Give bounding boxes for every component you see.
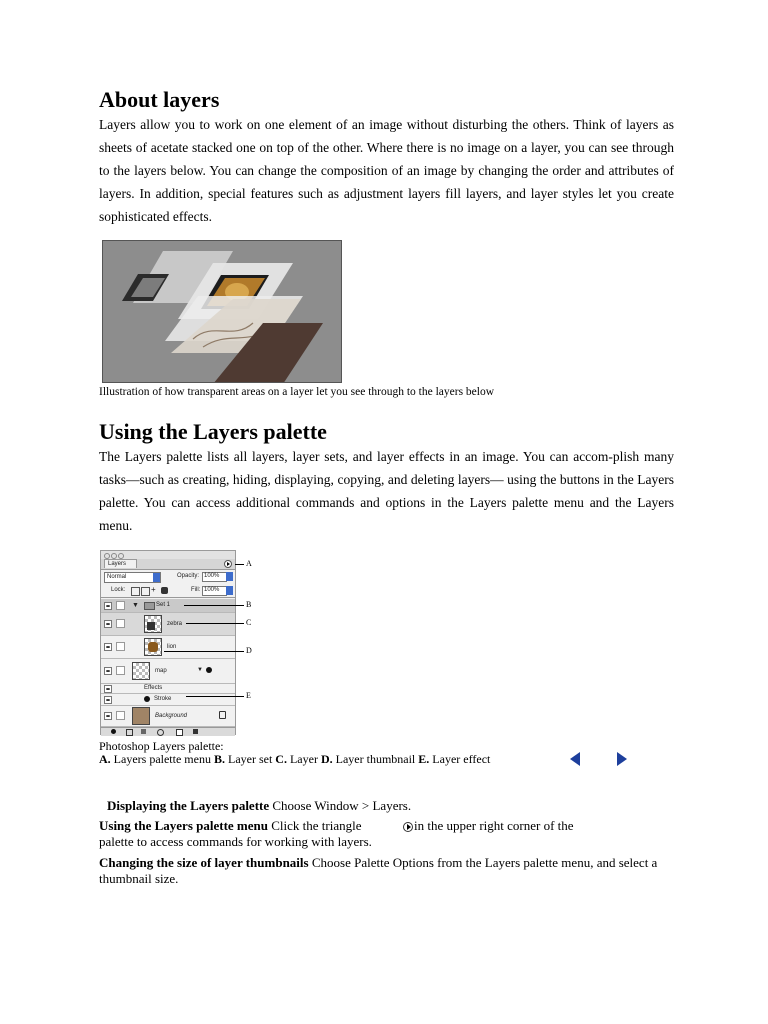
lock-image-icon[interactable] — [141, 587, 150, 596]
link-cell[interactable] — [116, 642, 125, 651]
palette-menu-icon[interactable] — [224, 560, 232, 568]
add-style-icon[interactable] — [111, 729, 116, 734]
tip-displaying-text: Choose Window > Layers. — [272, 798, 412, 813]
palette-bottom-toolbar — [101, 727, 235, 736]
map-thumbnail — [132, 662, 150, 680]
legend-key-c: C. — [275, 752, 287, 766]
tip-thumb-text: Choose Palette Options from the Layers palette menu, and select a thumbnail size. — [99, 855, 658, 886]
tip-menu-text3: palette to access commands for working with layers. — [99, 834, 372, 849]
zebra-thumbnail — [144, 615, 162, 633]
fill-field[interactable]: 100% — [202, 586, 227, 596]
callout-d: D — [246, 646, 252, 655]
tip-palette-menu-line1 — [99, 818, 362, 834]
effect-icon — [144, 696, 150, 702]
callout-line-a — [235, 564, 244, 565]
legend-text-a: Layers palette menu — [113, 752, 211, 766]
tip-displaying-title: Displaying the Layers palette — [107, 798, 270, 813]
palette-tab-row — [101, 559, 235, 570]
heading-using-layers-palette: Using the Layers palette — [99, 419, 327, 444]
stacked-layers-image — [103, 241, 342, 383]
new-adjustment-icon[interactable] — [157, 729, 164, 736]
layer-name-background: Background — [155, 713, 188, 719]
new-set-icon[interactable] — [141, 729, 146, 734]
layers-palette — [100, 550, 236, 735]
previous-arrow-icon[interactable] — [570, 752, 580, 766]
tab-layers[interactable]: Layers — [104, 559, 137, 568]
visibility-eye-icon[interactable] — [104, 667, 112, 675]
blend-row — [101, 571, 235, 583]
add-mask-icon[interactable] — [126, 729, 133, 736]
tip-displaying-palette — [107, 798, 411, 814]
layer-row-zebra[interactable] — [101, 613, 235, 636]
using-palette-paragraph: The Layers palette lists all layers, layer sets, and layer effects in an image. You can accom-plish many tasks—such as creating, hiding, displaying, copying, and deleting layers— using the buttons in the Layers palette. You can access additional commands and options in the Layers palette menu and the Layers menu. — [99, 449, 674, 533]
legend-text-c: Layer — [289, 752, 318, 766]
layer-row-map[interactable] — [101, 659, 235, 684]
lock-row — [101, 585, 235, 598]
link-cell[interactable] — [116, 711, 125, 720]
opacity-slider-arrow-icon[interactable] — [226, 572, 233, 581]
lock-icon — [219, 711, 226, 719]
callout-b: B — [246, 600, 252, 609]
layers-illustration — [102, 240, 342, 383]
tip-thumbnail-size — [99, 855, 674, 887]
palette-caption-title: Photoshop Layers palette: — [99, 739, 224, 753]
callout-line-e — [186, 696, 244, 697]
select-arrow-icon — [153, 573, 160, 582]
lock-all-icon[interactable] — [161, 587, 168, 594]
callout-c: C — [246, 618, 252, 627]
stroke-effect-label: Stroke — [154, 696, 172, 702]
layer-row-background[interactable] — [101, 706, 235, 727]
legend-key-a: A. — [99, 752, 111, 766]
tip-thumb-title: Changing the size of layer thumbnails — [99, 855, 309, 870]
illustration-caption: Illustration of how transparent areas on a layer let you see through to the layers below — [99, 386, 495, 398]
layer-name-lion: lion — [167, 644, 177, 650]
callout-line-b — [184, 605, 244, 606]
tip-menu-text1: Click the triangle — [271, 818, 362, 833]
fill-label: Fill: — [191, 587, 201, 593]
palette-menu-triangle-icon — [403, 822, 413, 832]
legend-key-b: B. — [213, 752, 225, 766]
trash-icon[interactable] — [193, 729, 198, 734]
legend-key-e: E. — [418, 752, 430, 766]
effects-row[interactable] — [101, 684, 235, 694]
fill-slider-arrow-icon[interactable] — [226, 586, 233, 595]
lock-position-icon[interactable]: + — [151, 585, 156, 594]
legend-key-d: D. — [320, 752, 333, 766]
legend-text-b: Layer set — [227, 752, 273, 766]
background-thumbnail — [132, 707, 150, 725]
legend-text-e: Layer effect — [432, 752, 491, 766]
callout-line-c — [186, 623, 244, 624]
lock-transparency-icon[interactable] — [131, 587, 140, 596]
link-cell[interactable] — [116, 666, 125, 675]
new-layer-icon[interactable] — [176, 729, 183, 736]
lion-thumbnail — [144, 638, 162, 656]
tip-menu-text2: in the upper right corner of the — [414, 818, 574, 833]
visibility-eye-icon[interactable] — [104, 643, 112, 651]
visibility-eye-icon[interactable] — [104, 712, 112, 720]
link-cell[interactable] — [116, 601, 125, 610]
layer-name-set1: Set 1 — [156, 602, 171, 608]
layer-name-map: map — [155, 668, 167, 674]
folder-icon — [144, 602, 155, 610]
visibility-eye-icon[interactable] — [104, 620, 112, 628]
heading-about-layers: About layers — [99, 87, 220, 112]
callout-a: A — [246, 559, 252, 568]
layer-style-icon — [206, 667, 212, 673]
callout-line-d — [164, 651, 244, 652]
lock-label: Lock: — [111, 587, 126, 593]
layer-row-set1[interactable] — [101, 599, 235, 613]
effects-label: Effects — [144, 685, 163, 691]
layer-row-lion[interactable] — [101, 636, 235, 659]
next-arrow-icon[interactable] — [617, 752, 627, 766]
layer-name-zebra: zebra — [167, 621, 183, 627]
visibility-eye-icon[interactable] — [104, 602, 112, 610]
opacity-field[interactable]: 100% — [202, 572, 227, 582]
blend-mode-select[interactable]: Normal — [104, 572, 161, 583]
effects-triangle-icon[interactable]: ▼ — [197, 667, 203, 673]
tip-menu-title: Using the Layers palette menu — [99, 818, 268, 833]
visibility-eye-icon[interactable] — [104, 685, 112, 693]
visibility-eye-icon[interactable] — [104, 696, 112, 704]
brush-cell-icon[interactable] — [116, 619, 125, 628]
palette-legend — [99, 752, 490, 766]
about-layers-paragraph: Layers allow you to work on one element of an image without disturbing the others. Think of layers as sheets of acetate stacked one on top of the other. Where there is no image on a layer, you can see through to the layers below. You can change the composition of an image by changing the order and attributes of layers. In addition, special features such as adjustment layers fill layers, and layer styles let you create sophisticated effects. — [99, 117, 674, 224]
opacity-label: Opacity: — [177, 573, 200, 579]
palette-titlebar — [101, 551, 235, 559]
disclosure-triangle-icon[interactable]: ▼ — [132, 602, 139, 609]
legend-text-d: Layer thumbnail — [335, 752, 416, 766]
callout-e: E — [246, 691, 251, 700]
